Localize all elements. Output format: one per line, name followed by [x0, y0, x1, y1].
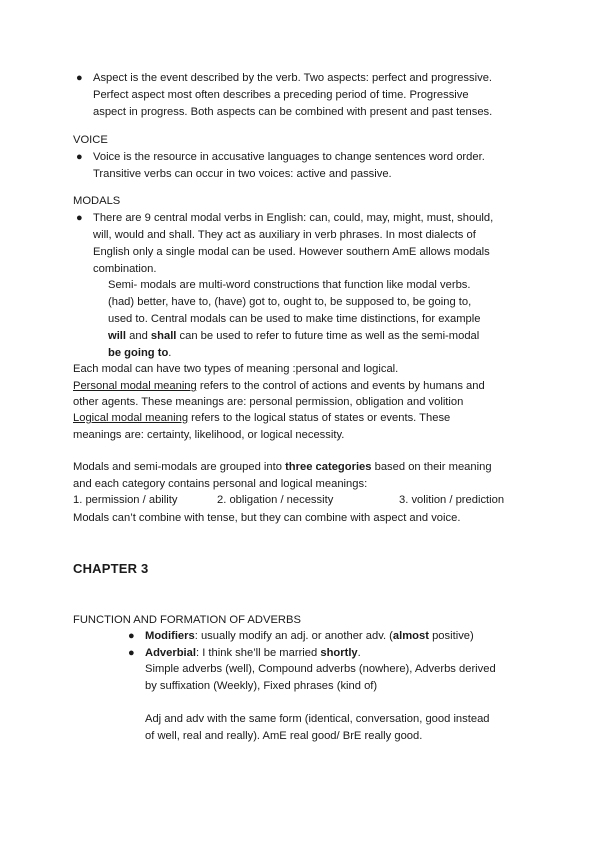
adverbial-line: [145, 645, 361, 661]
bullet-icon: ●: [128, 647, 135, 659]
semi-rest-text: can be used to refer to future time as well as the semi-modal: [176, 330, 480, 342]
meaning-intro: Each modal can have two types of meaning :personal and logical.: [73, 363, 399, 375]
voice-line-2: Transitive verbs can occur in two voices: active and passive.: [93, 168, 392, 180]
adverb-types-line-1: Simple adverbs (well), Compound adverbs (nowhere), Adverbs derived: [145, 663, 496, 675]
adverb-types-line-2: by suffixation (Weekly), Fixed phrases (kind of): [145, 680, 378, 692]
semi-modals-line-3: used to. Central modals can be used to make time distinctions, for example: [108, 313, 481, 325]
same-form-line-1: Adj and adv with the same form (identical, conversation, good instead: [145, 713, 490, 725]
modals-heading: MODALS: [73, 195, 121, 207]
logical-meaning-line-1: [73, 410, 450, 426]
semi-modals-line-1: Semi- modals are multi-word constructions that function like modal verbs.: [108, 279, 471, 291]
modals-line-1: There are 9 central modal verbs in English: can, could, may, might, must, should,: [93, 212, 494, 224]
categories-pre-text: Modals and semi-modals are grouped into: [73, 461, 286, 473]
bullet-icon: ●: [76, 151, 83, 163]
semi-modals-line-5: [108, 345, 171, 361]
personal-meaning-line-1: [73, 378, 485, 394]
logical-rest-text: refers to the logical status of states or events. These: [188, 412, 451, 424]
chapter-title: CHAPTER 3: [73, 561, 149, 576]
adverbial-rest-text: : I think she’ll be married: [195, 647, 321, 659]
modifiers-rest-text: : usually modify an adj. or another adv. (: [194, 630, 393, 642]
modifiers-term: Modifiers: [145, 630, 195, 642]
semi-modals-line-2: (had) better, have to, (have) got to, ought to, be supposed to, be going to,: [108, 296, 472, 308]
period-text: .: [168, 347, 172, 359]
aspect-line-2: Perfect aspect most often describes a preceding period of time. Progressive: [93, 89, 469, 101]
modifiers-line: [145, 628, 474, 644]
category-1: 1. permission / ability: [73, 494, 178, 506]
same-form-line-2: of well, real and really). AmE real good/ BrE really good.: [145, 730, 423, 742]
logical-modal-meaning-term: Logical modal meaning: [73, 412, 189, 424]
logical-meaning-line-2: meanings are: certainty, likelihood, or logical necessity.: [73, 429, 345, 441]
personal-rest-text: refers to the control of actions and events by humans and: [196, 380, 485, 392]
bullet-icon: ●: [76, 212, 83, 224]
adverbial-end-text: .: [357, 647, 361, 659]
modals-line-3: English only a single modal can be used. However southern AmE allows modals: [93, 246, 490, 258]
modals-line-2: will, would and shall. They act as auxiliary in verb phrases. In most dialects of: [93, 229, 476, 241]
adverbs-heading: FUNCTION AND FORMATION OF ADVERBS: [73, 614, 301, 626]
aspect-line-3: aspect in progress. Both aspects can be combined with present and past tenses.: [93, 106, 493, 118]
tense-line: Modals can’t combine with tense, but they can combine with aspect and voice.: [73, 512, 461, 524]
personal-modal-meaning-term: Personal modal meaning: [73, 380, 197, 392]
categories-post-text: based on their meaning: [371, 461, 492, 473]
categories-line-2: and each category contains personal and logical meanings:: [73, 478, 368, 490]
bullet-icon: ●: [76, 72, 83, 84]
and-text: and: [126, 330, 151, 342]
aspect-line-1: Aspect is the event described by the verb. Two aspects: perfect and progressive.: [93, 72, 493, 84]
shortly-term: shortly: [320, 647, 358, 659]
category-2: 2. obligation / necessity: [217, 494, 334, 506]
personal-meaning-line-2: other agents. These meanings are: personal permission, obligation and volition: [73, 396, 464, 408]
voice-line-1: Voice is the resource in accusative languages to change sentences word order.: [93, 151, 485, 163]
category-3: 3. volition / prediction: [399, 494, 505, 506]
three-categories-term: three categories: [285, 461, 372, 473]
adverbial-term: Adverbial: [145, 647, 196, 659]
will-term: will: [108, 330, 127, 342]
bullet-icon: ●: [128, 630, 135, 642]
modifiers-end-text: positive): [428, 630, 474, 642]
voice-heading: VOICE: [73, 134, 108, 146]
almost-term: almost: [392, 630, 429, 642]
categories-line-1: [73, 459, 492, 475]
shall-term: shall: [150, 330, 177, 342]
be-going-to-term: be going to: [108, 347, 169, 359]
modals-line-4: combination.: [93, 263, 157, 275]
semi-modals-line-4: [108, 328, 479, 344]
